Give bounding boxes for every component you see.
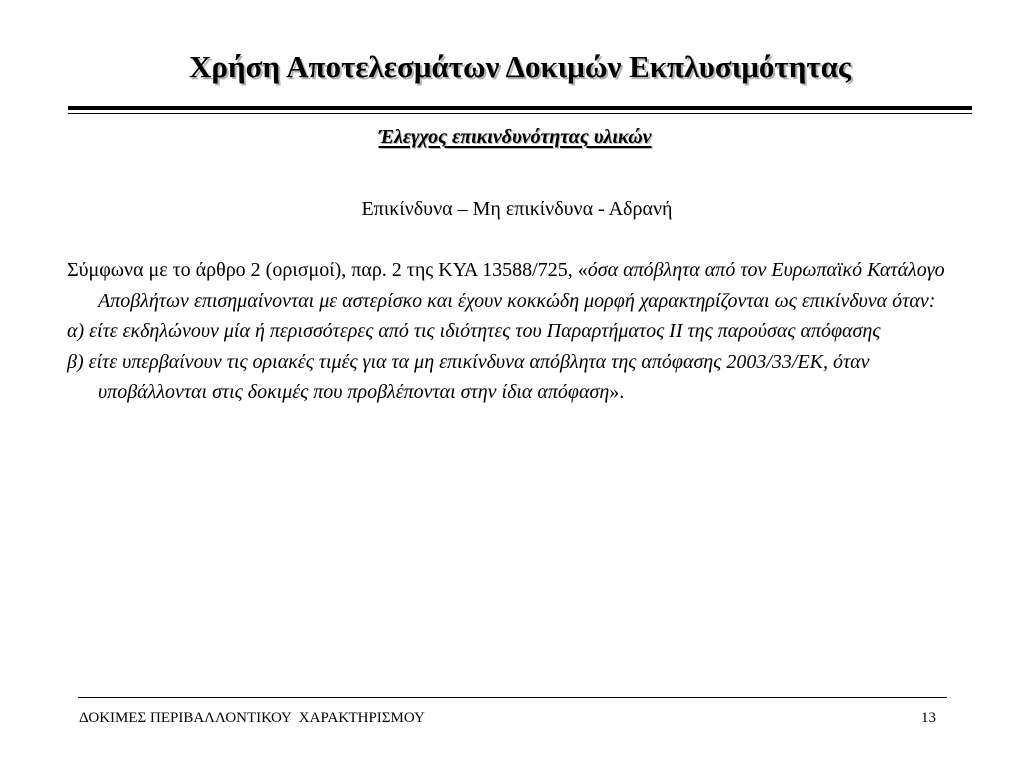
title-divider-thin: [68, 113, 972, 114]
intro-plain-text: Σύμφωνα με το άρθρο 2 (ορισμοί), παρ. 2 της ΚΥΑ 13588/725, «: [67, 259, 588, 281]
title-divider-thick: [68, 106, 972, 110]
item-a-paragraph: [67, 316, 977, 347]
categories-line: Επικίνδυνα – Μη επικίνδυνα - Αδρανή: [361, 198, 673, 220]
item-b-text: β) είτε υπερβαίνουν τις οριακές τιμές για τα μη επικίνδυνα απόβλητα της απόφασης 2003/33/ΕΚ, όταν υποβάλλονται στις δοκιμές που προβλέπονται στην ίδια απόφαση: [67, 350, 870, 403]
item-b-paragraph: [67, 347, 977, 408]
footer-text: ΔΟΚΙΜΕΣ ΠΕΡΙΒΑΛΛΟΝΤΙΚΟΥ ΧΑΡΑΚΤΗΡΙΣΜΟΥ: [79, 710, 425, 726]
intro-paragraph: [67, 255, 977, 316]
item-a-text: α) είτε εκδηλώνουν μία ή περισσότερες από τις ιδιότητες του Παραρτήματος ΙΙ της παρούσας απόφασης: [67, 320, 881, 342]
page-number: 13: [921, 710, 936, 726]
body-text: [67, 255, 977, 408]
slide-subtitle: Έλεγχος επικινδυνότητας υλικών: [378, 126, 652, 148]
slide-title: Χρήση Αποτελεσμάτων Δοκιμών Εκπλυσιμότητας: [189, 49, 851, 84]
footer-divider: [78, 697, 947, 698]
item-b-closing-quote: ».: [609, 381, 625, 403]
intro-italic-text: όσα απόβλητα από τον Ευρωπαϊκό Κατάλογο Αποβλήτων επισημαίνονται με αστερίσκο και έχουν κοκκώδη μορφή χαρακτηρίζονται ως επικίνδυνα όταν:: [98, 259, 945, 312]
